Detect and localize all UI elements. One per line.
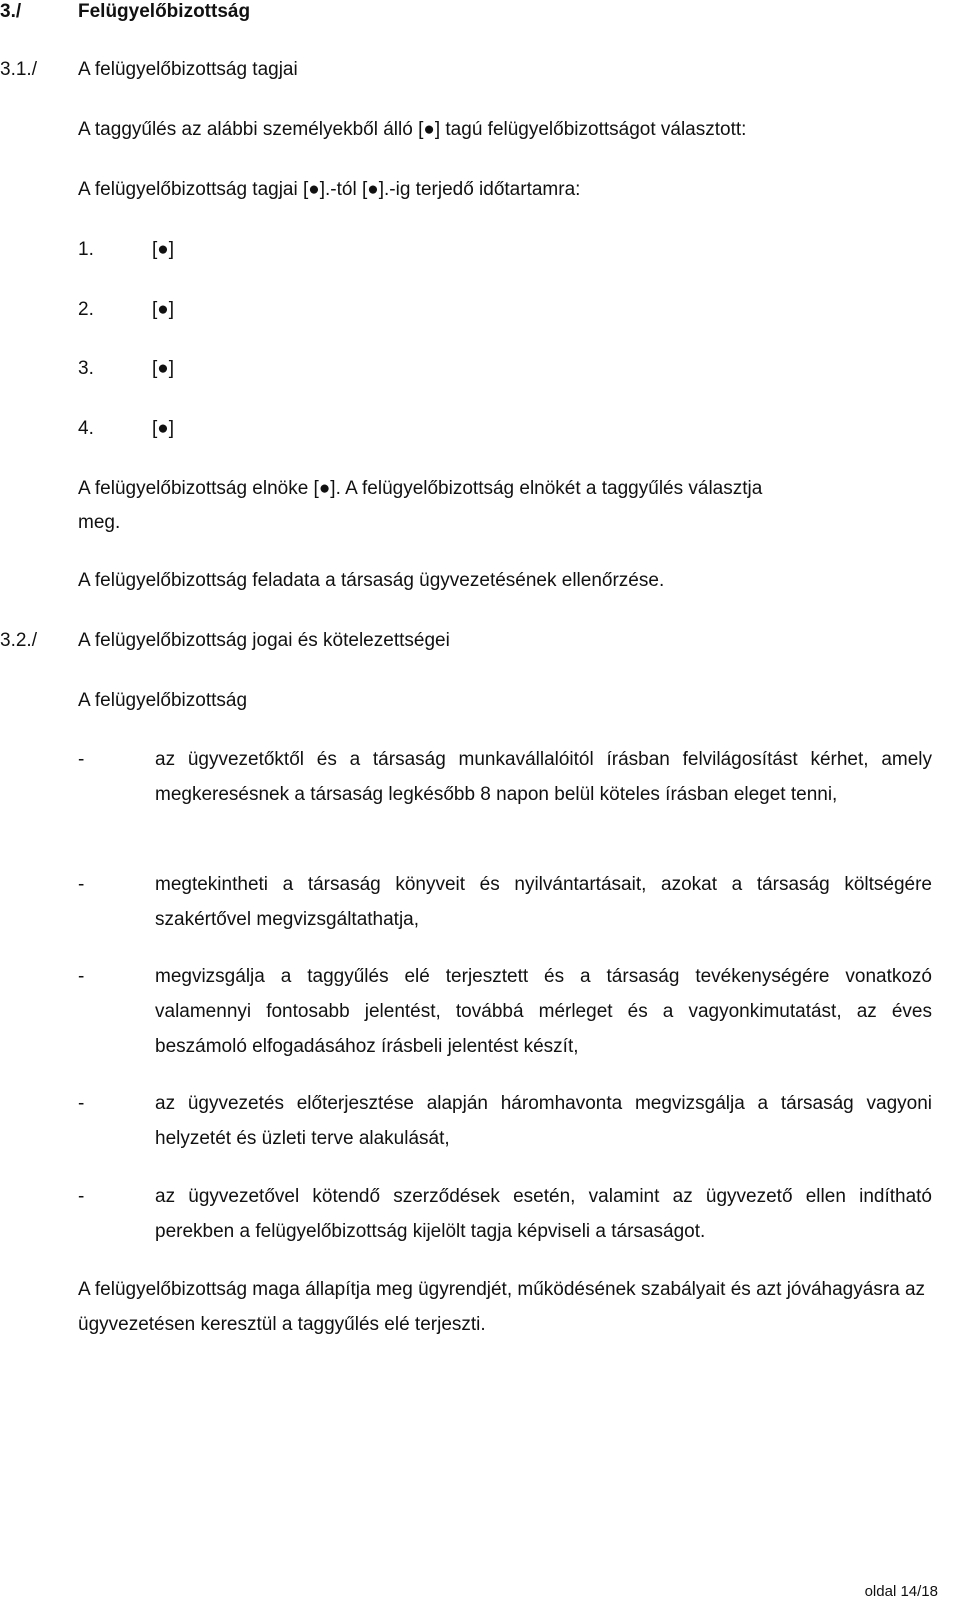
task-paragraph: A felügyelőbizottság feladata a társaság ügyvezetésének ellenőrzése. bbox=[78, 570, 665, 591]
list-dash: - bbox=[78, 966, 85, 987]
member-number: 2. bbox=[78, 299, 94, 320]
intro-paragraph: A taggyűlés az alábbi személyekből álló [●] tagú felügyelőbizottságot választott: bbox=[78, 119, 747, 140]
closing-paragraph: A felügyelőbizottság maga állapítja meg ügyrendjét, működésének szabályait és azt jóváhagyásra az ügyvezetésen keresztül a taggyűlés elé terjeszti. bbox=[78, 1279, 926, 1335]
list-dash: - bbox=[78, 1093, 85, 1114]
member-value: [●] bbox=[152, 239, 175, 260]
section-title: Felügyelőbizottság bbox=[78, 1, 251, 22]
term-paragraph: A felügyelőbizottság tagjai [●].-tól [●].-ig terjedő időtartamra: bbox=[78, 179, 581, 200]
list-dash: - bbox=[78, 874, 85, 895]
subsection-2-title: A felügyelőbizottság jogai és kötelezettségei bbox=[78, 630, 450, 651]
member-value: [●] bbox=[152, 358, 175, 379]
list-item: az ügyvezetés előterjesztése alapján háromhavonta megvizsgálja a társaság vagyoni helyzetét és üzleti terve alakulását, bbox=[155, 1093, 932, 1149]
list-item: az ügyvezetőktől és a társaság munkavállalóitól írásban felvilágosítást kérhet, amely megkeresésnek a társaság legkésőbb 8 napon belül köteles írásban eleget tenni, bbox=[155, 749, 932, 805]
member-number: 4. bbox=[78, 418, 94, 439]
list-dash: - bbox=[78, 1186, 85, 1207]
member-number: 3. bbox=[78, 358, 94, 379]
page-number: oldal 14/18 bbox=[864, 1583, 938, 1600]
list-item: megvizsgálja a taggyűlés elé terjesztett és a társaság tevékenységére vonatkozó valamennyi fontosabb jelentést, továbbá mérleget és a vagyonkimutatást, az éves beszámoló elfogadásához írásbeli jelentést készít, bbox=[155, 966, 932, 1057]
subsection-2-number: 3.2./ bbox=[0, 630, 37, 651]
list-item: megtekintheti a társaság könyveit és nyilvántartásait, azokat a társaság költségére szakértővel megvizsgáltathatja, bbox=[155, 874, 932, 930]
subsection-1-number: 3.1./ bbox=[0, 59, 37, 80]
rights-lead: A felügyelőbizottság bbox=[78, 690, 248, 711]
chair-paragraph-line1: A felügyelőbizottság elnöke [●]. A felügyelőbizottság elnökét a taggyűlés választja bbox=[78, 478, 763, 499]
list-dash: - bbox=[78, 749, 85, 770]
list-item: az ügyvezetővel kötendő szerződések esetén, valamint az ügyvezető ellen indítható perekben a felügyelőbizottság kijelölt tagja képviseli a társaságot. bbox=[155, 1186, 932, 1242]
member-number: 1. bbox=[78, 239, 94, 260]
chair-paragraph-line2: meg. bbox=[78, 512, 121, 533]
member-value: [●] bbox=[152, 418, 175, 439]
subsection-1-title: A felügyelőbizottság tagjai bbox=[78, 59, 298, 80]
member-value: [●] bbox=[152, 299, 175, 320]
section-number: 3./ bbox=[0, 1, 22, 22]
